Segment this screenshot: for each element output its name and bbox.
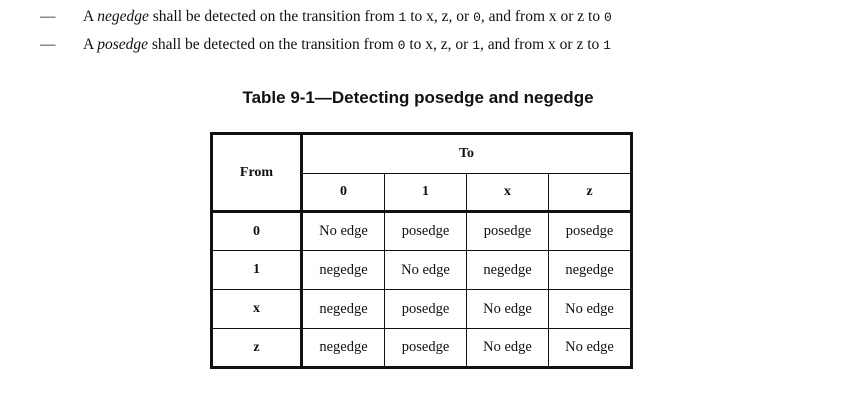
table-cell: No edge	[549, 329, 632, 368]
table-cell: posedge	[385, 212, 467, 251]
to-value-header: z	[549, 174, 632, 212]
bullet-value: 1	[398, 10, 407, 25]
bullet-text	[83, 5, 612, 30]
bullet-mid: shall be detected on the transition from	[148, 36, 398, 53]
table-cell: No edge	[385, 251, 467, 290]
table-cell: negedge	[467, 251, 549, 290]
table-row	[212, 212, 632, 251]
bullet-mid: to x, z, or	[406, 8, 474, 25]
table-cell: No edge	[549, 290, 632, 329]
from-header: From	[212, 134, 302, 212]
to-value-header: 0	[302, 174, 385, 212]
edge-detection-table	[210, 132, 633, 369]
from-value: x	[212, 290, 302, 329]
table-cell: No edge	[467, 329, 549, 368]
bullet-value: 1	[472, 38, 481, 53]
bullet-mid: , and from x or z to	[480, 8, 604, 25]
table-row	[212, 251, 632, 290]
table-row	[212, 329, 632, 368]
from-value: 0	[212, 212, 302, 251]
from-value: z	[212, 329, 302, 368]
table-cell: posedge	[467, 212, 549, 251]
table-cell: No edge	[302, 212, 385, 251]
bullet-mid: shall be detected on the transition from	[148, 8, 399, 25]
table-cell: posedge	[549, 212, 632, 251]
bullet-value: 0	[603, 10, 612, 25]
table-cell: posedge	[385, 329, 467, 368]
from-value: 1	[212, 251, 302, 290]
bullet-prefix: A	[83, 8, 98, 25]
bullet-dash: —	[40, 36, 56, 53]
bullet-prefix: A	[83, 36, 98, 53]
bullet-mid: to x, z, or	[405, 36, 473, 53]
table-cell: negedge	[302, 329, 385, 368]
table-cell: negedge	[549, 251, 632, 290]
table-cell: negedge	[302, 290, 385, 329]
to-header: To	[302, 134, 632, 174]
bullet-value: 0	[397, 38, 406, 53]
table-cell: posedge	[385, 290, 467, 329]
bullet-value: 1	[603, 38, 611, 53]
bullet-term: posedge	[97, 36, 149, 53]
bullet-dash: —	[40, 8, 56, 25]
bullet-term: negedge	[97, 8, 149, 25]
table-cell: negedge	[302, 251, 385, 290]
to-value-header: x	[467, 174, 549, 212]
bullet-text	[83, 33, 611, 58]
table-caption: Table 9-1—Detecting posedge and negedge	[242, 88, 594, 107]
table-row	[212, 290, 632, 329]
bullet-value: 0	[473, 10, 481, 25]
bullet-mid: , and from x or z to	[480, 36, 604, 53]
to-value-header: 1	[385, 174, 467, 212]
table-cell: No edge	[467, 290, 549, 329]
